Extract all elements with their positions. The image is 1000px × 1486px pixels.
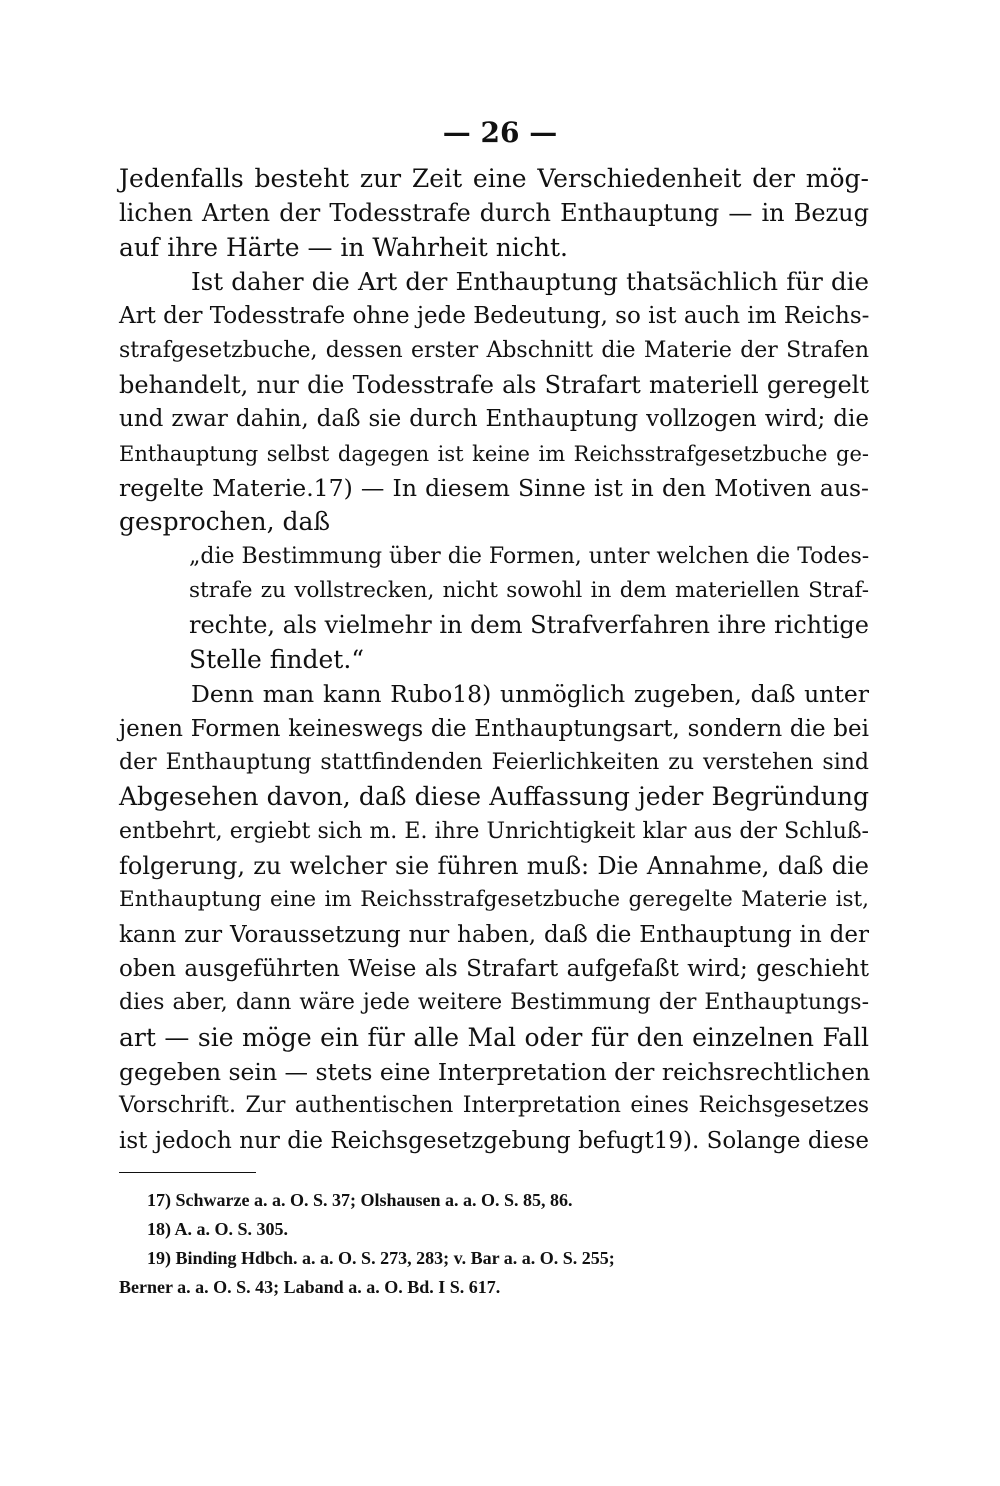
quote-line: strafe zu vollstrecken, nicht sowohl in dem materiellen Straf- — [189, 578, 869, 604]
text-line: kann zur Voraussetzung nur haben, daß die Enthauptung in der — [119, 921, 869, 948]
text-line: Enthauptung eine im Reichsstrafgesetzbuche geregelte Materie ist, — [119, 887, 869, 913]
text-line: dies aber, dann wäre jede weitere Bestimmung der Enthauptungs- — [119, 990, 869, 1016]
footnote-separator — [119, 1172, 256, 1173]
quote-line: Stelle findet.“ — [189, 644, 365, 674]
text-line: ist jedoch nur die Reichsgesetzgebung befugt19). Solange diese — [119, 1127, 869, 1154]
text-line: gegeben sein — stets eine Interpretation der reichsrechtlichen — [119, 1057, 871, 1086]
text-line: jenen Formen keineswegs die Enthauptungsart, sondern die bei — [119, 715, 869, 742]
text-line: und zwar dahin, daß sie durch Enthauptung vollzogen wird; die — [119, 406, 869, 433]
footnote-18: 18) A. a. O. S. 305. — [147, 1219, 289, 1239]
text-line: behandelt, nur die Todesstrafe als Strafart materiell geregelt — [119, 371, 869, 400]
text-line: gesprochen, daß — [119, 507, 331, 537]
text-line: Vorschrift. Zur authentischen Interpretation eines Reichsgesetzes — [119, 1093, 869, 1119]
text-line: auf ihre Härte — in Wahrheit nicht. — [119, 232, 568, 262]
quote-line: „die Bestimmung über die Formen, unter welchen die Todes- — [189, 543, 870, 569]
text-line: folgerung, zu welcher sie führen muß: Die Annahme, daß die — [119, 851, 869, 880]
text-line: oben ausgeführten Weise als Strafart aufgefaßt wird; geschieht — [119, 955, 869, 982]
page-number: — 26 — — [442, 116, 558, 149]
footnotes — [119, 1186, 869, 1302]
text-line: art — sie möge ein für alle Mal oder für den einzelnen Fall — [119, 1022, 869, 1052]
text-line: Abgesehen davon, daß diese Auffassung jeder Begründung — [119, 782, 869, 812]
footnote-19-continuation: Berner a. a. O. S. 43; Laband a. a. O. Bd. I S. 617. — [119, 1277, 501, 1297]
text-line: entbehrt, ergiebt sich m. E. ihre Unrichtigkeit klar aus der Schluß- — [119, 818, 869, 844]
quote-line: rechte, als vielmehr in dem Strafverfahren ihre richtige — [189, 611, 869, 640]
text-line: der Enthauptung stattfindenden Feierlichkeiten zu verstehen sind — [119, 749, 869, 775]
text-line: regelte Materie.17) — In diesem Sinne ist in den Motiven aus- — [119, 474, 869, 503]
footnote-17: 17) Schwarze a. a. O. S. 37; Olshausen a. a. O. S. 85, 86. — [147, 1190, 573, 1210]
text-line: Jedenfalls besteht zur Zeit eine Verschiedenheit der mög- — [119, 164, 869, 193]
text-line: Denn man kann Rubo18) unmöglich zugeben, daß unter — [191, 680, 869, 709]
footnote-19: 19) Binding Hdbch. a. a. O. S. 273, 283; v. Bar a. a. O. S. 255; — [147, 1248, 615, 1268]
text-line: Art der Todesstrafe ohne jede Bedeutung, so ist auch im Reichs- — [119, 303, 870, 330]
text-line: lichen Arten der Todesstrafe durch Enthauptung — in Bezug — [119, 199, 869, 228]
text-line: strafgesetzbuche, dessen erster Abschnitt die Materie der Strafen — [119, 337, 869, 363]
text-line: Ist daher die Art der Enthauptung thatsächlich für die — [191, 267, 869, 297]
text-line: Enthauptung selbst dagegen ist keine im Reichsstrafgesetzbuche ge- — [119, 441, 869, 466]
body-text — [119, 162, 869, 1158]
